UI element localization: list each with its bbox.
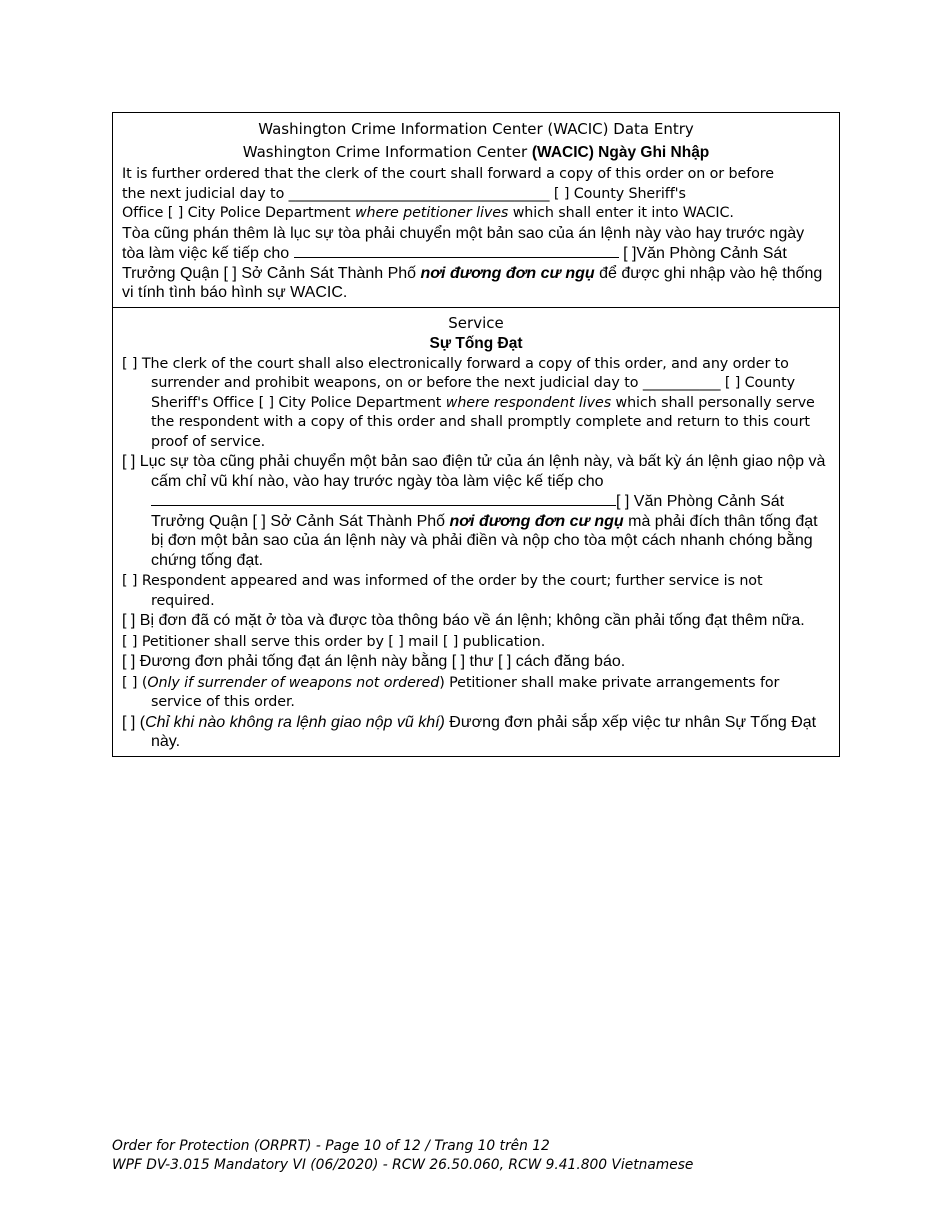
wacic-title-en: Washington Crime Information Center (WACIC) Data Entry	[258, 120, 694, 138]
service-item1-en-blank: ___________	[642, 375, 721, 391]
wacic-vi-bold-italic: nơi đương đơn cư ngụ	[420, 264, 595, 282]
service-item4-en-b: ) Petitioner shall make private arrangements for service of this order.	[151, 674, 780, 710]
wacic-vi-blank-line	[294, 243, 619, 258]
service-section	[113, 307, 839, 756]
wacic-en-line2: the next judicial day to _____________________________________ [ ] County Sheriff's	[122, 185, 686, 202]
service-item4-en-a: [ ] (	[122, 674, 148, 691]
service-item4-vi-italic: Chỉ khi nào không ra lệnh giao nộp vũ khí)	[145, 713, 445, 731]
wacic-en-line3-a: Office [ ] City Police Department	[122, 205, 355, 221]
form-table	[112, 112, 840, 757]
service-item4-vi-b: Đương đơn phải sắp xếp việc tư nhân Sự Tống Đạt này.	[151, 713, 817, 750]
service-item4-vi-a: [ ] (	[122, 713, 146, 731]
service-item3-vi: [ ] Đương đơn phải tống đạt án lệnh này bằng [ ] thư [ ] cách đăng báo.	[122, 653, 626, 670]
service-item1-en-where-respondent-lives: where respondent lives	[445, 394, 612, 411]
wacic-en-where-petitioner-lives: where petitioner lives	[354, 205, 509, 221]
wacic-en-line1: It is further ordered that the clerk of the court shall forward a copy of this order on or before	[122, 166, 774, 182]
service-item3-en: [ ] Petitioner shall serve this order by [ ] mail [ ] publication.	[122, 633, 546, 650]
service-item1-en-a: [ ] The clerk of the court shall also electronically forward a copy of this order, and any order to surrender and prohibit weapons, on or before the next judicial day to	[122, 355, 789, 391]
service-item1-en-b: [ ] County Sheriff's Office [ ] City Police Department	[151, 375, 795, 411]
page-footer	[112, 1137, 693, 1174]
service-item1-en-c: which shall personally serve the respondent with a copy of this order and shall promptly complete and return to this court proof of service.	[151, 394, 815, 450]
wacic-title-vi	[122, 141, 830, 163]
service-item1-en	[122, 355, 830, 453]
footer-line1: Order for Protection (ORPRT) - Page 10 of 12 / Trang 10 trên 12	[112, 1138, 550, 1154]
wacic-title-vi-prefix: Washington Crime Information Center	[242, 143, 532, 161]
wacic-vi-c: để được ghi nhập vào hệ thống vi tính tình báo hình sự WACIC.	[122, 264, 823, 301]
service-item2-en: [ ] Respondent appeared and was informed of the order by the court; further service is not required.	[122, 573, 763, 609]
footer-line2: WPF DV-3.015 Mandatory VI (06/2020) - RCW 26.50.060, RCW 9.41.800 Vietnamese	[112, 1156, 694, 1173]
wacic-en-line3-b: which shall enter it into WACIC.	[508, 205, 734, 221]
service-item4-en-italic: Only if surrender of weapons not ordered	[147, 674, 440, 691]
wacic-title-vi-bold: (WACIC) Ngày Ghi Nhập	[531, 144, 710, 161]
service-item2-vi: [ ] Bị đơn đã có mặt ở tòa và được tòa thông báo về án lệnh; không cần phải tống đạt thêm nữa.	[122, 612, 805, 629]
service-item1-vi-bold-italic: nơi đương đơn cư ngụ	[449, 512, 624, 530]
service-item1-vi-a: [ ] Lục sự tòa cũng phải chuyển một bản sao điện tử của án lệnh này, và bất kỳ án lệnh giao nộp và cấm chỉ vũ khí nào, vào hay trước ngày tòa làm việc kế tiếp cho	[122, 453, 826, 490]
service-item1-vi-blank-line	[151, 491, 616, 506]
service-item1-vi-b: [ ] Văn Phòng Cảnh Sát Trưởng Quận [ ] Sở Cảnh Sát Thành Phố	[151, 493, 785, 530]
service-item1-vi	[122, 452, 830, 570]
wacic-paragraph-vi	[122, 224, 830, 303]
service-item4-en	[122, 674, 830, 713]
wacic-vi-a: Tòa cũng phán thêm là lục sự tòa phải chuyển một bản sao của án lệnh này vào hay trước ngày tòa làm việc kế tiếp cho	[122, 224, 805, 262]
service-title-vi: Sự Tống Đạt	[429, 334, 523, 352]
service-item4-vi	[122, 713, 830, 752]
service-item1-vi-c: mà phải đích thân tống đạt bị đơn một bản sao của án lệnh này và phải điền và nộp cho tòa một cách nhanh chóng bằng chứng tống đạt.	[151, 512, 818, 569]
service-title-en: Service	[448, 313, 504, 332]
wacic-section	[113, 113, 839, 307]
wacic-vi-b: [ ]Văn Phòng Cảnh Sát Trưởng Quận [ ] Sở Cảnh Sát Thành Phố	[122, 245, 787, 282]
wacic-paragraph-en	[122, 165, 830, 224]
